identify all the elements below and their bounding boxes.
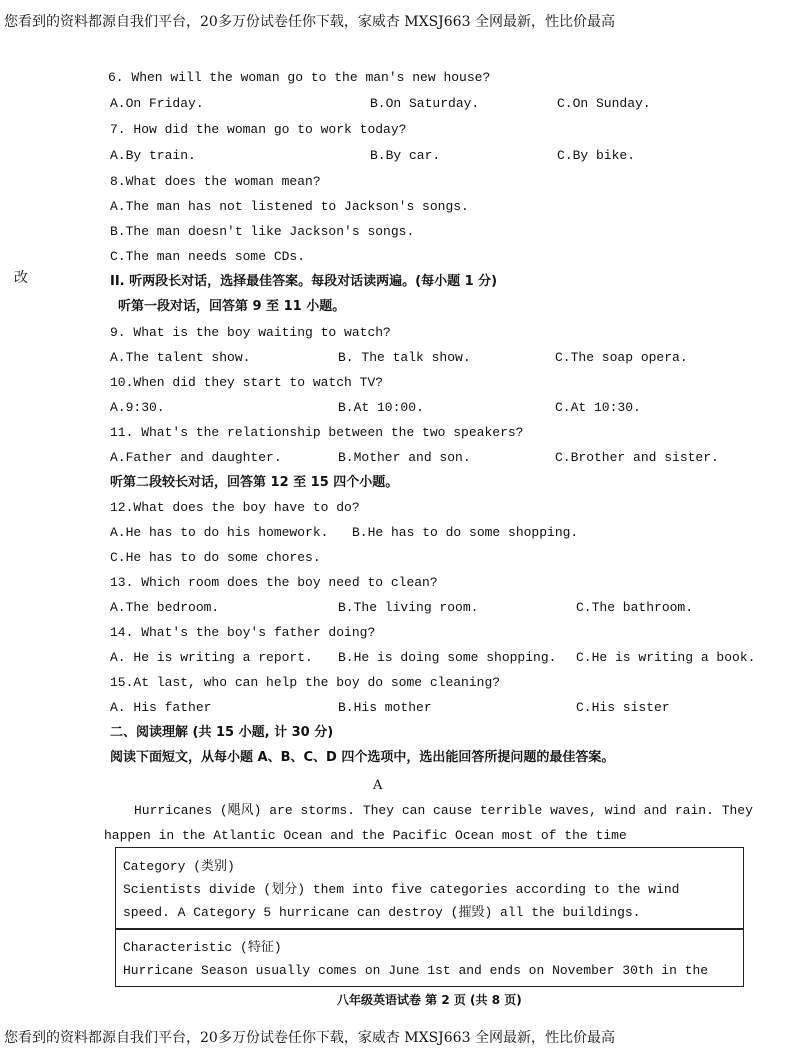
question-14-option-c: C.He is writing a book. — [576, 650, 756, 665]
section-2-heading: II. 听两段长对话，选择最佳答案。每段对话读两遍。(每小题 1 分) — [110, 274, 498, 289]
question-8-option-c: C.The man needs some CDs. — [110, 249, 306, 264]
question-11-option-a: A.Father and daughter. — [110, 450, 282, 465]
question-11-option-b: B.Mother and son. — [338, 450, 471, 465]
question-10-option-a: A.9:30. — [110, 400, 165, 415]
question-12-option-b: B.He has to do some shopping. — [352, 525, 579, 540]
passage-line-1: Hurricanes (飓风) are storms. They can cause terrible waves, wind and rain. They — [134, 803, 753, 818]
question-13-stem: 13. Which room does the boy need to clean? — [110, 575, 438, 590]
question-9-option-c: C.The soap opera. — [555, 350, 688, 365]
question-12-option-c: C.He has to do some chores. — [110, 550, 321, 565]
question-6-option-c: C.On Sunday. — [557, 96, 651, 111]
question-7-option-a: A.By train. — [110, 148, 196, 163]
question-9-option-a: A.The talent show. — [110, 350, 251, 365]
question-7-option-c: C.By bike. — [557, 148, 636, 163]
question-13-option-a: A.The bedroom. — [110, 600, 220, 615]
section-2-sub-1: 听第一段对话，回答第 9 至 11 小题。 — [118, 299, 346, 314]
watermark-bottom: 您看到的资料都源自我们平台，20多万份试卷任你下载，家威杏 MXSJ663 全网最新，性比价最高 — [4, 1030, 615, 1046]
passage-label: A — [373, 778, 383, 793]
question-8-stem: 8.What does the woman mean? — [110, 174, 321, 189]
question-6-option-a: A.On Friday. — [110, 96, 204, 111]
question-13-option-b: B.The living room. — [338, 600, 479, 615]
question-11-stem: 11. What's the relationship between the two speakers? — [110, 425, 524, 440]
question-15-option-b: B.His mother — [338, 700, 432, 715]
section-2-sub-2: 听第二段较长对话，回答第 12 至 15 四个小题。 — [110, 475, 399, 490]
watermark-top: 您看到的资料都源自我们平台，20多万份试卷任你下载，家威杏 MXSJ663 全网最新，性比价最高 — [4, 14, 615, 30]
question-7-stem: 7. How did the woman go to work today? — [110, 122, 407, 137]
passage-line-2: happen in the Atlantic Ocean and the Pacific Ocean most of the time — [104, 828, 627, 843]
question-7-option-b: B.By car. — [370, 148, 441, 163]
question-9-option-b: B. The talk show. — [338, 350, 471, 365]
part-2-instruction: 阅读下面短文，从每小题 A、B、C、D 四个选项中，选出能回答所提问题的最佳答案。 — [110, 750, 615, 765]
question-8-option-a: A.The man has not listened to Jackson's songs. — [110, 199, 469, 214]
question-12-option-a: A.He has to do his homework. — [110, 525, 329, 540]
question-6-stem: 6. When will the woman go to the man's new house? — [108, 70, 491, 85]
question-12-stem: 12.What does the boy have to do? — [110, 500, 360, 515]
page-footer: 八年级英语试卷 第 2 页 (共 8 页) — [337, 993, 522, 1007]
margin-mark: 改 — [14, 270, 28, 286]
category-line-2: speed. A Category 5 hurricane can destroy (摧毁) all the buildings. — [123, 905, 641, 920]
question-13-option-c: C.The bathroom. — [576, 600, 694, 615]
category-line-1: Scientists divide (划分) them into five categories according to the wind — [123, 882, 680, 897]
question-14-option-a: A. He is writing a report. — [110, 650, 313, 665]
question-10-option-b: B.At 10:00. — [338, 400, 424, 415]
question-15-option-c: C.His sister — [576, 700, 670, 715]
question-11-option-c: C.Brother and sister. — [555, 450, 719, 465]
part-2-heading: 二、阅读理解 (共 15 小题, 计 30 分) — [110, 725, 334, 740]
question-14-option-b: B.He is doing some shopping. — [338, 650, 557, 665]
question-6-option-b: B.On Saturday. — [370, 96, 480, 111]
category-title: Category (类别) — [123, 859, 235, 874]
question-8-option-b: B.The man doesn't like Jackson's songs. — [110, 224, 415, 239]
question-10-option-c: C.At 10:30. — [555, 400, 641, 415]
question-14-stem: 14. What's the boy's father doing? — [110, 625, 376, 640]
question-15-option-a: A. His father — [110, 700, 212, 715]
question-15-stem: 15.At last, who can help the boy do some cleaning? — [110, 675, 501, 690]
characteristic-line-1: Hurricane Season usually comes on June 1st and ends on November 30th in the — [123, 963, 709, 978]
characteristic-title: Characteristic (特征) — [123, 940, 282, 955]
question-9-stem: 9. What is the boy waiting to watch? — [110, 325, 391, 340]
question-10-stem: 10.When did they start to watch TV? — [110, 375, 384, 390]
